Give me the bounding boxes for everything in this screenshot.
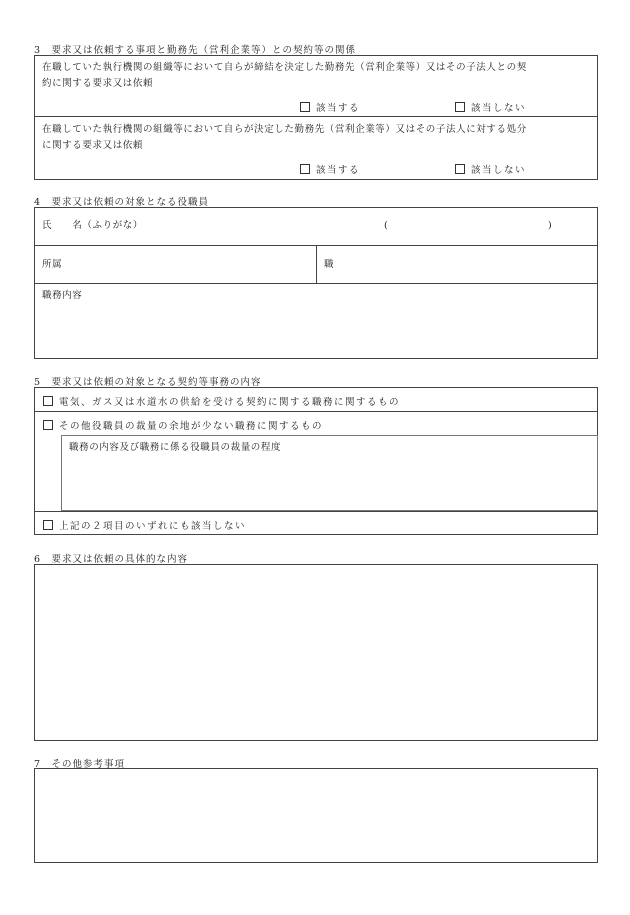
section-3-divider [34,116,598,117]
row1-no-option[interactable] [455,100,526,114]
row2-text-line2: に関する要求又は依頼 [42,140,144,151]
section-7-field[interactable] [34,768,598,863]
sec5-option-1-label: 電気、ガス又は水道水の供給を受ける契約に関する職務に関するもの [59,397,401,408]
sec5-option-2-checkbox[interactable] [43,420,53,430]
sec5-inner-field[interactable] [66,458,592,506]
row1-text-line2: 約に関する要求又は依頼 [42,78,154,89]
furigana-field[interactable] [392,212,544,240]
sec5-option-1[interactable] [43,394,400,408]
affiliation-label: 所属 [42,259,63,270]
affiliation-field[interactable] [80,250,310,278]
row2-no-label: 該当しない [471,165,527,176]
sec5-inner-label: 職務の内容及び職務に係る役職員の裁量の程度 [69,442,282,453]
section-5-divider-2 [34,511,598,512]
section-3-heading: 3 要求又は依頼する事項と勤務先（営利企業等）との契約等の関係 [34,45,357,56]
name-label: 氏 名（ふりがな） [42,220,144,231]
sec5-option-3[interactable] [43,518,246,532]
section-6-field[interactable] [34,564,598,741]
name-paren-open: ( [384,220,389,231]
position-field[interactable] [344,250,592,278]
section-6-heading: 6 要求又は依頼の具体的な内容 [34,554,189,565]
sec5-option-3-label: 上記の２項目のいずれにも該当しない [59,521,247,532]
sec5-option-3-checkbox[interactable] [43,520,53,530]
sec5-option-2[interactable] [43,418,323,432]
row1-no-checkbox[interactable] [455,102,465,112]
section-4-heading: 4 要求又は依頼の対象となる役職員 [34,197,210,208]
section-4-divider-2 [34,283,598,284]
duties-field[interactable] [40,305,592,355]
row1-yes-checkbox[interactable] [300,102,310,112]
sec5-option-2-label: その他役職員の裁量の余地が少ない職務に関するもの [59,421,324,432]
section-5-heading: 5 要求又は依頼の対象となる契約等事務の内容 [34,377,262,388]
name-paren-close: ) [548,220,553,231]
row1-yes-label: 該当する [316,103,361,114]
name-field[interactable] [150,212,380,240]
row2-yes-option[interactable] [300,162,360,176]
duties-label: 職務内容 [42,290,83,301]
row1-text-line1: 在職していた執行機関の組織等において自らが締結を決定した勤務先（営利企業等）又はその子法人との契 [42,62,527,73]
row2-text-line1: 在職していた執行機関の組織等において自らが決定した勤務先（営利企業等）又はその子法人に対する処分 [42,124,527,135]
sec5-option-1-checkbox[interactable] [43,396,53,406]
section-4-vertical-divider [316,245,317,283]
row2-no-checkbox[interactable] [455,164,465,174]
position-label: 職 [324,259,335,270]
section-5-divider-1 [34,411,598,412]
row2-yes-label: 該当する [316,165,361,176]
row1-no-label: 該当しない [471,103,527,114]
row1-yes-option[interactable] [300,100,360,114]
row2-yes-checkbox[interactable] [300,164,310,174]
section-7-heading: 7 その他参考事項 [34,759,126,770]
row2-no-option[interactable] [455,162,526,176]
